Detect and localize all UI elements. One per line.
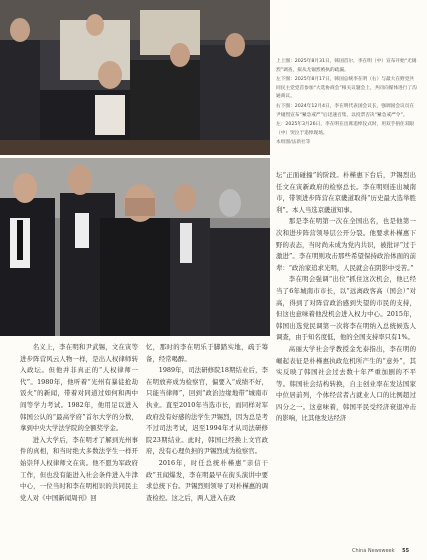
paragraph: 进入大学后，李在明才了解到光州事件的真相，和当时绝大多数法学生一样开始崇拜人权律师文在寅。他不愿为军政府工作，但也没有能进入社会条件进入牛津中心，一位当时和李在明相识的共同民主党人对《中国新闻周刊》回 — [20, 435, 138, 502]
caption-3: 右下图：2024年12月4日，李在明代表国会议长，强调国会议员在尹锡烈宣布“紧急戒严”后迅速召集，以投票否决“紧急戒严令”。 — [276, 103, 415, 118]
paragraph: 坛“正面碰撞”的阶段。朴槿惠下台后，尹锡烈出任文在寅新政府的检察总长。李在明则连出城南市，带领进步阵营在京畿道取得“历史最大选举胜利”。本人当选京畿道知事。 — [276, 171, 416, 214]
caption-2: 左下图：2025年8月17日，韩国总统李在明（右）与最大在野党共同民主党党首参加“大选协商会”相关议题会上，共同向媒体进行了沟通商议。 — [276, 77, 417, 100]
page-number: 55 — [402, 548, 410, 554]
article-column-right — [276, 170, 416, 425]
page-footer — [352, 548, 409, 554]
photo-credit: 本组图/法新社等 — [276, 140, 311, 146]
paragraph: 1989年，司法研修院18期结业后，李在明放弃成为检察官，偏要入“成绩不好，只能当律师”，回到“政治边缘地带”城南市执业。直至2010年当选市长，而同样对军政府没有好感的法学生尹锡烈，因为总是考不过司法考试，迟至1994年才从司法研修院23期结业。此时，韩国已经换上文官政府，没有心理负担的尹锡烈成为检察官。 — [146, 366, 268, 456]
magazine-name: China Newsweek — [352, 548, 395, 554]
caption-4: 左：2025年3月26日，李在明在出席追悼仪式时，用双手捂住双眼（中）哭泣于追悼现场。 — [276, 122, 415, 136]
paragraph: 忆，那时的李在明乐于脚踏实地，疏于筹备，经常喝醉。 — [146, 343, 268, 363]
article-column-left — [20, 342, 138, 504]
photo-memorial-ceremony — [0, 158, 270, 336]
paragraph: 那是李在明第一次在全国出名，也是他第一次和进步阵营领导层公开分裂。他要求朴槿惠下野的表态，当时尚未成为党内共识，被批评“过于激进”。李在明则攻击那些希望保持政治体面的前辈：“政治家追求光明，人民就会在阴影中受苦。” — [276, 217, 416, 272]
paragraph: 高丽大学社会学教授金允泰指出，李在明的崛起表征是朴槿惠执政危机所产生的“意外”，其实反映了韩国社会过去数十年严重加剧的不平等。韩国社会结构转换，自主创业率在发达国家中位居前列，个体经营者占就业人口的比例超过四分之一。这意味着，韩国平民受经济衰退冲击的影响，比其他发达经济 — [276, 344, 416, 423]
photo-national-assembly — [0, 0, 270, 155]
photo-captions — [276, 58, 417, 149]
paragraph: 李在明会强调“出位”抓住这次机会，他已经当了6年城南市市长，以“远离政客高（国会）”对高，得到了对阵营政治感到失望的市民的支持，但这也意味着他没机会进入权力中心。2015年，韩国出选党民调第一次将李在明纳入总统候选人调查，由于知名度低，他的全国支持率只有1%。 — [276, 275, 416, 342]
article-column-middle — [146, 342, 268, 504]
paragraph: 名义上，李在明和尹武锡，文在寅等进步阵营风云人物一样，是出人权律师转入政坛。但他并非真正的“人权律师一代”。1980年，他听着“光州有暴徒抢劫饭火”的新闻，带着对同道过如何和两中间等学力考试。1982年，他用足以进入韩国公认的“最高学府”首尔大学的分数，拿到中央大学法学院的全额奖学金。 — [20, 343, 138, 433]
caption-1: 上上图：2025年8月31日，韩国首尔，李在明（中）宣布开始“尤锡烈”调查，拟从尤锡烈被执的疏漏。 — [276, 59, 417, 73]
paragraph: 2016年，时任总统朴槿惠“亲信干政”丑闻爆发，李在明最早在街头演讲中要求总统下台。尹锡烈则领导了对朴槿惠的调查检控。这之后，两人进入在政 — [146, 458, 268, 502]
